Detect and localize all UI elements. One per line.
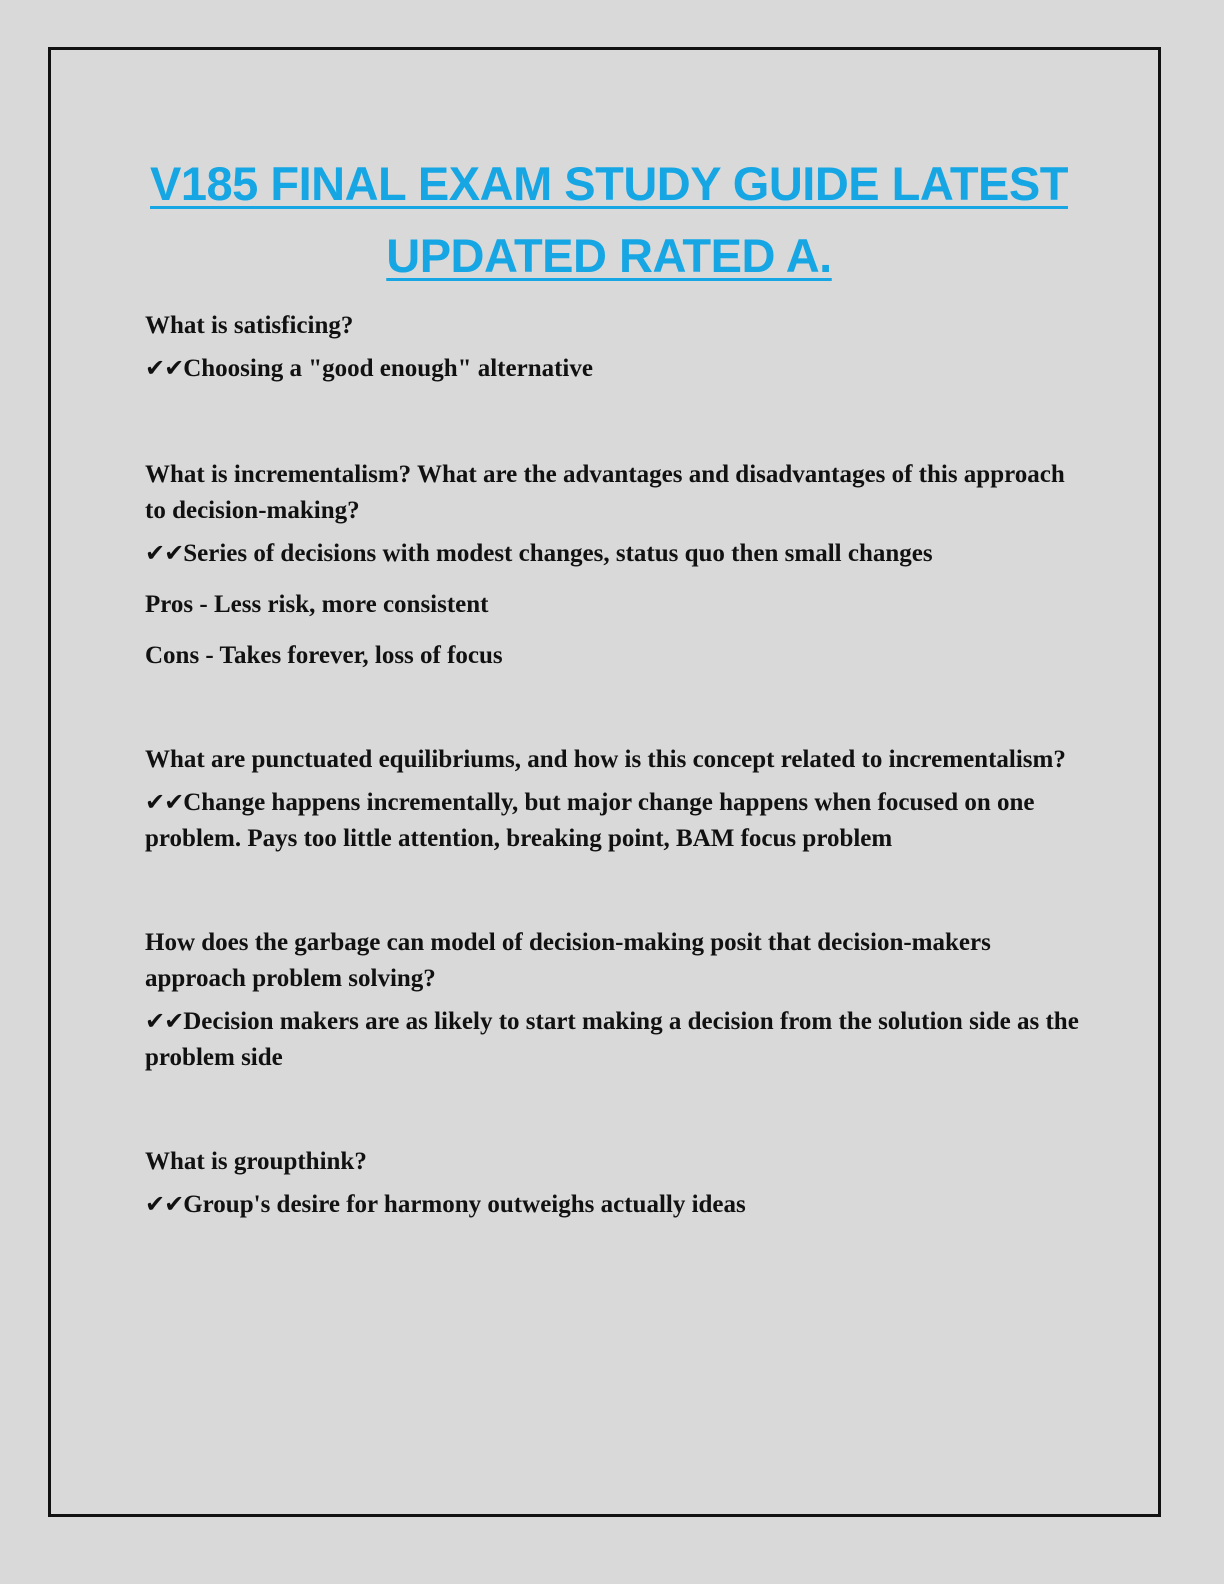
answer-text (145, 350, 1085, 387)
check-icon: ✔✔ (145, 1007, 184, 1035)
qa-item-satisficing (145, 308, 1085, 387)
answer-body: Decision makers are as likely to start making a decision from the solution side as the problem side (145, 1008, 1079, 1071)
pros-text: Pros - Less risk, more consistent (145, 591, 489, 618)
answer-text (145, 1186, 1085, 1223)
question-text: What is satisficing? (145, 312, 354, 339)
check-icon: ✔✔ (145, 1190, 184, 1218)
answer-text (145, 784, 1085, 857)
question-text: What is groupthink? (145, 1148, 367, 1175)
cons-text: Cons - Takes forever, loss of focus (145, 642, 503, 669)
question-text: What is incrementalism? What are the advantages and disadvantages of this approach to decision-making? (145, 461, 1065, 524)
check-icon: ✔✔ (145, 788, 184, 816)
title-line-1: V185 FINAL EXAM STUDY GUIDE LATEST (150, 157, 1068, 210)
qa-item-groupthink (145, 1144, 1085, 1223)
check-icon: ✔✔ (145, 354, 184, 382)
answer-body: Series of decisions with modest changes, status quo then small changes (183, 540, 933, 567)
answer-text (145, 535, 1085, 572)
title-line-2: UPDATED RATED A. (386, 229, 832, 282)
answer-text (145, 1003, 1085, 1076)
answer-body: Choosing a "good enough" alternative (183, 355, 593, 382)
page-title (141, 148, 1077, 292)
qa-item-garbage-can-model (145, 925, 1085, 1076)
question-text: How does the garbage can model of decision-making posit that decision-makers approach problem solving? (145, 929, 991, 992)
study-guide-content (145, 308, 1085, 1223)
qa-item-incrementalism (145, 457, 1085, 674)
check-icon: ✔✔ (145, 539, 184, 567)
question-text: What are punctuated equilibriums, and how is this concept related to incrementalism? (145, 746, 1066, 773)
qa-item-punctuated-equilibriums (145, 742, 1085, 857)
answer-body: Group's desire for harmony outweighs actually ideas (183, 1191, 746, 1218)
answer-body: Change happens incrementally, but major change happens when focused on one problem. Pays too little attention, breaking point, BAM focus problem (145, 789, 1035, 852)
page-frame (48, 47, 1161, 1517)
